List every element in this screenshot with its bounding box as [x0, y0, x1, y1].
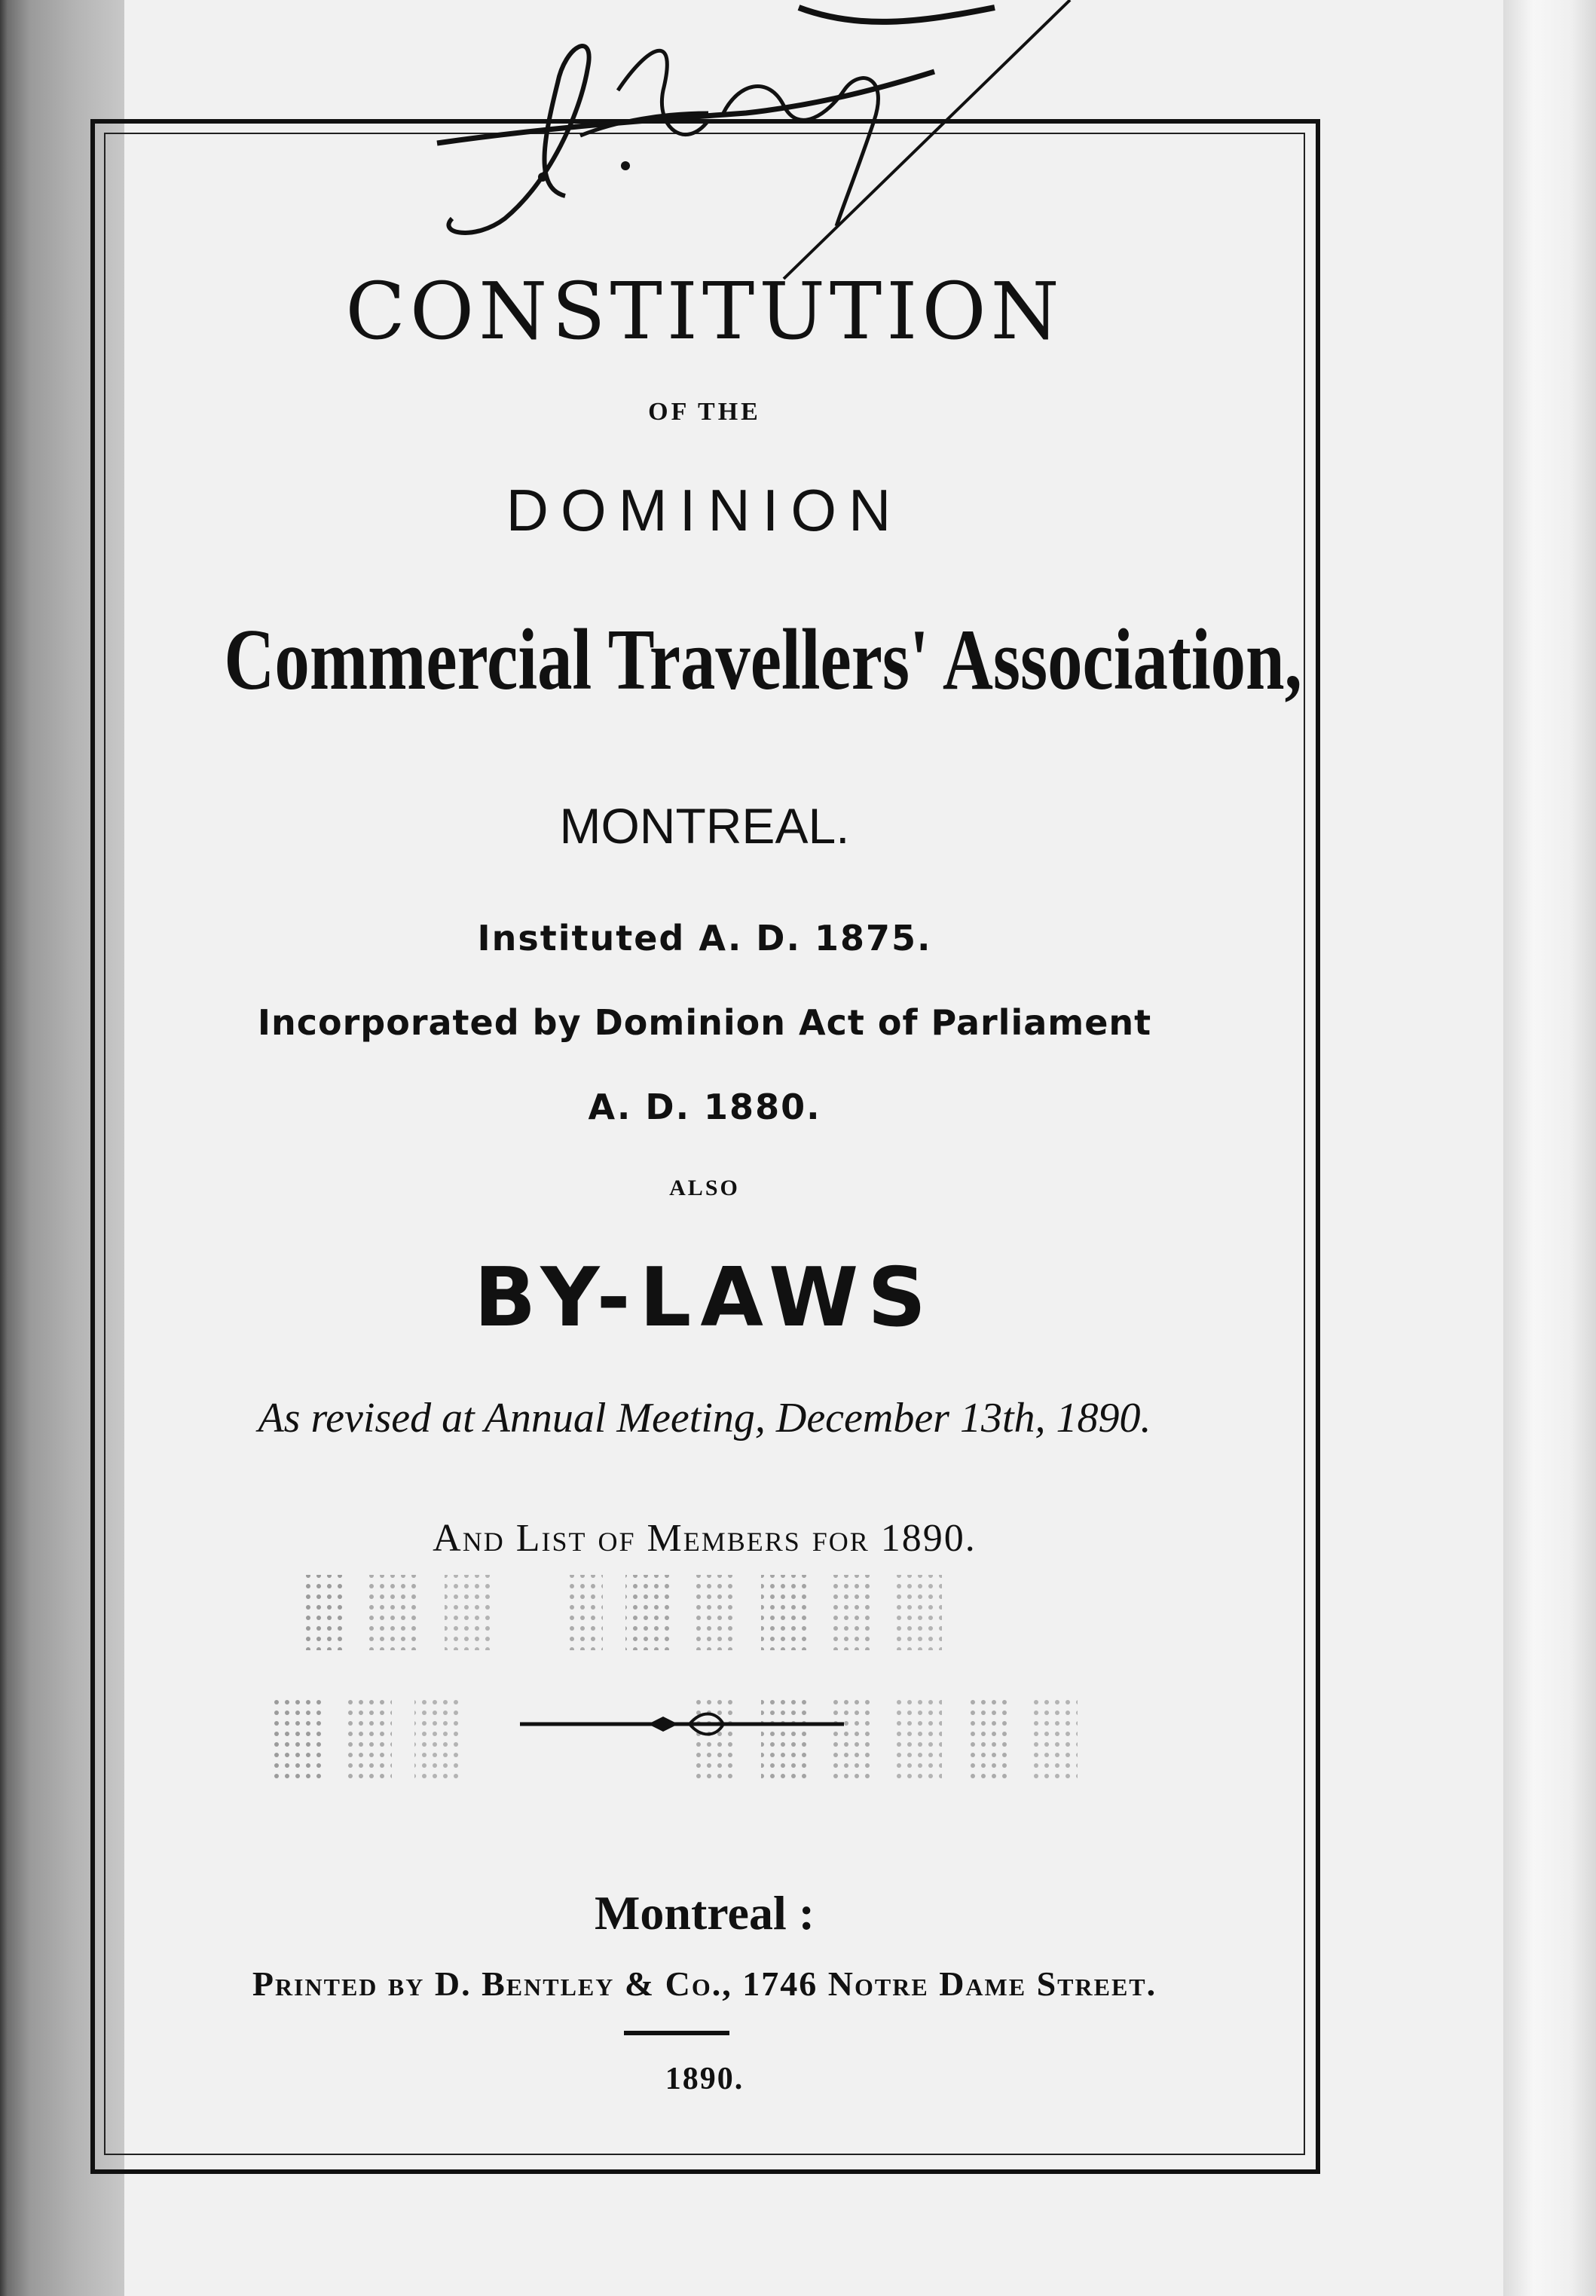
city-heading: MONTREAL.	[559, 798, 850, 854]
of-the-text: OF THE	[648, 398, 761, 426]
instituted-line: Instituted A. D. 1875.	[477, 918, 932, 958]
imprint-year: 1890.	[665, 2062, 744, 2096]
printer-line: Printed by D. Bentley & Co., 1746 Notre Dame Street.	[252, 1964, 1157, 2003]
incorporated-year: A. D. 1880.	[588, 1087, 821, 1127]
dominion-text: DOMINION	[506, 477, 903, 543]
title-constitution: CONSTITUTION	[345, 265, 1064, 357]
perforated-library-stamp	[271, 1560, 1160, 1801]
imprint-city: Montreal :	[594, 1886, 815, 1940]
title-frame-inner	[104, 133, 1305, 2155]
handwritten-signature	[392, 0, 1130, 294]
incorporated-line: Incorporated by Dominion Act of Parliament	[257, 1002, 1152, 1043]
bylaws-heading: BY-LAWS	[473, 1251, 936, 1345]
association-name: Commercial Travellers' Association,	[224, 612, 1302, 708]
divider-rule	[624, 2031, 729, 2035]
revised-line: As revised at Annual Meeting, December 13th, 1890.	[258, 1395, 1151, 1441]
member-list-line: And List of Members for 1890.	[433, 1517, 977, 1560]
also-text: ALSO	[669, 1176, 740, 1200]
scan-right-edge	[1503, 0, 1596, 2296]
